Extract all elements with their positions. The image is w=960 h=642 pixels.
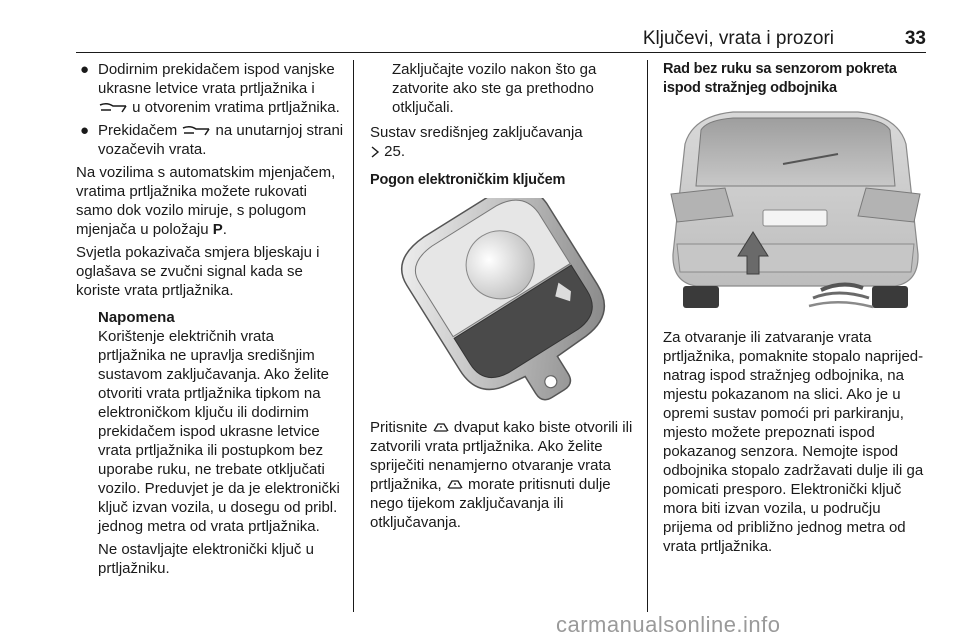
bullet2-tail: na unutarnjoj strani vozačevih vrata. [98,122,344,158]
bullet-list [76,60,344,159]
bullet1-text: Dodirnim prekidačem ispod vanjske ukrasne letvice vrata prtljažnika i [98,61,335,97]
note-body-2: Ne ostavljajte elektronički ključ u prtljažniku. [98,541,314,577]
paragraph: Svjetla pokazivača smjera bljeskaju i oglašava se zvučni signal kada se koriste vrata prtljažnika. [76,244,320,299]
header-rule [76,52,926,53]
column-2 [370,60,638,536]
rear-bumper-sensor-figure [663,104,928,318]
paragraph: Za otvaranje ili zatvaranje vrata prtljažnika, pomaknite stopalo naprijed-natrag ispod stražnjeg odbojnika, na mjestu pokazanom na slici. Ako je u opremi sustav pomoći pri parkiranju, mjesto možete prepoznati ispod pokazanog senzora. Nemojte ispod odbojnika stopalo zadržavati dulje ili ga pomicati presporo. Elektronički ključ mora biti izvan vozila, u području prijema od približno jednog metra od vrata prtljažnika. [663,329,924,555]
bullet2-text: Prekidačem [98,122,178,139]
watermark: carmanualsonline.info [556,612,781,637]
header-title: Ključevi, vrata i prozori [642,28,834,49]
electronic-key-figure [370,198,632,406]
paragraph: Zaključajte vozilo nakon što ga zatvorite ako ste ga prethodno otključali. [392,61,597,116]
tailgate-switch-icon [98,101,128,115]
section-heading: Pogon elektroničkim ključem [370,172,566,188]
column-divider-2 [647,60,648,612]
column-3 [663,60,928,560]
page-reference-icon [370,145,380,159]
paragraph: Pritisnite dvaput kako biste otvorili ili zatvorili vrata prtljažnika. Ako želite spriječiti nenamjerno otvaranje vrata prtljažnika, morate pritisnuti dulje nego tijekom zaključavanja ili otključavanja. [370,419,633,531]
page-number: 33 [904,28,926,49]
note-title: Napomena [98,309,175,326]
gear-position: P [212,221,223,238]
bullet-dot-icon: ● [80,61,90,78]
note-body: Korištenje električnih vrata prtljažnika ne upravlja središnjim sustavom zaključavanja. Ako želite otvoriti vrata prtljažnika tipkom na elektroničkom ključu ili dodirnim prekidačem ispod ukrasne letvice vrata prtljažnika ili postupkom bez uporabe ruku, ne trebate otključati vozilo. Preduvjet je da je elektronički ključ izvan vozila, u dosegu od pribl. jednog metra od vrata prtljažnika. [98,328,340,535]
key-tailgate-button-icon [446,478,464,492]
tailgate-switch-icon [181,124,211,138]
section-heading: Rad bez ruku sa senzorom pokreta ispod stražnjeg odbojnika [663,61,897,96]
column-1 [76,60,344,582]
column-divider-1 [353,60,354,612]
key-tailgate-button-icon [432,421,450,435]
page-header [76,28,926,50]
paragraph: Sustav središnjeg zaključavanja 25. [370,124,583,160]
bullet-dot-icon: ● [80,122,90,139]
list-item [76,60,344,117]
paragraph: Na vozilima s automatskim mjenjačem, vratima prtljažnika možete rukovati samo dok vozilo miruje, s polugom mjenjača u položaju P. [76,164,336,238]
list-item [76,121,344,159]
bullet1-tail: u otvorenim vratima prtljažnika. [132,99,340,116]
note-block [76,308,344,578]
